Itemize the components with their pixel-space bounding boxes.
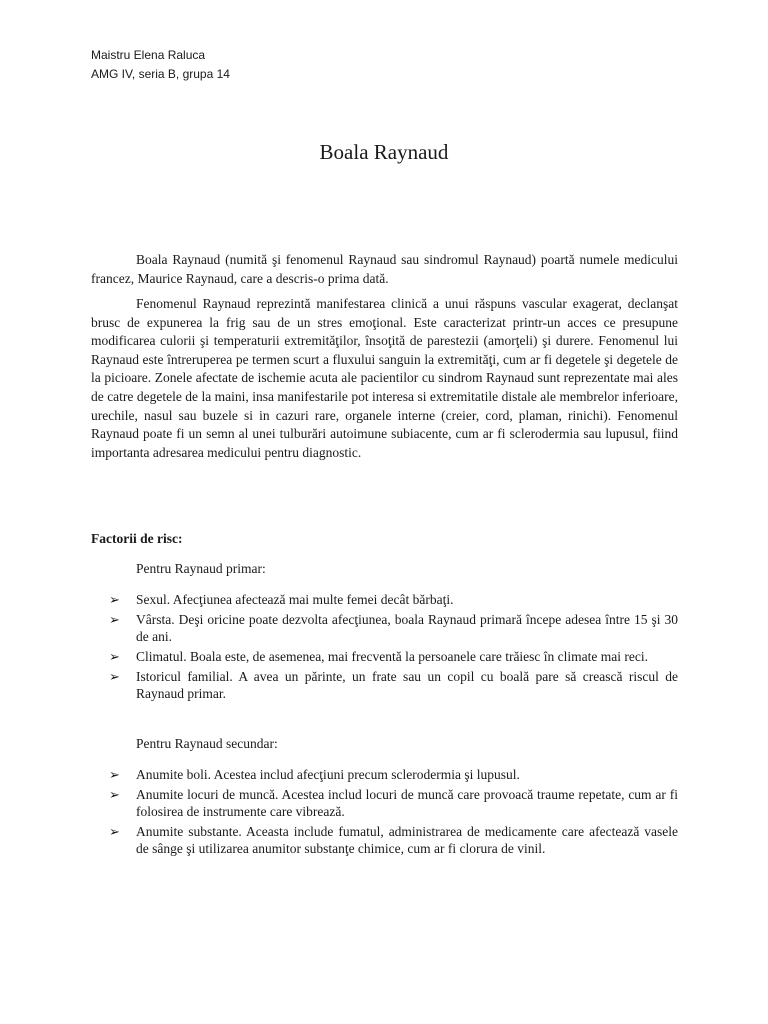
- list-item: [91, 766, 678, 783]
- list-item-text: Anumite substante. Aceasta include fumatul, administrarea de medicamente care afectează vasele de sânge şi utilizarea anumitor substanţe chimice, cum ar fi clorura de vinil.: [136, 824, 678, 856]
- list-item-text: Climatul. Boala este, de asemenea, mai frecventă la persoanele care trăiesc în climate mai reci.: [136, 649, 648, 664]
- document-title: Boala Raynaud: [319, 140, 449, 164]
- arrow-bullet-icon: ➢: [109, 669, 120, 684]
- arrow-bullet-icon: ➢: [109, 787, 120, 802]
- arrow-bullet-icon: ➢: [109, 612, 120, 627]
- author-group: AMG IV, seria B, grupa 14: [91, 67, 230, 81]
- primary-risk-list: [91, 591, 678, 705]
- risk-factors-heading: Factorii de risc:: [91, 531, 183, 546]
- secondary-risk-list: [91, 766, 678, 860]
- list-item-text: Sexul. Afecţiunea afectează mai multe femei decât bărbaţi.: [136, 592, 454, 607]
- secondary-label: Pentru Raynaud secundar:: [136, 736, 278, 751]
- description-paragraph: [91, 295, 678, 462]
- list-item-text: Anumite locuri de muncă. Acestea includ locuri de muncă care provoacă traume repetate, cum ar fi folosirea de instrumente care vibrează.: [136, 787, 678, 819]
- list-item: [91, 668, 678, 702]
- intro-paragraph: [91, 251, 678, 288]
- list-item: [91, 823, 678, 857]
- author-block: [91, 46, 230, 84]
- paragraph-text: Boala Raynaud (numită şi fenomenul Raynaud sau sindromul Raynaud) poartă numele medicului francez, Maurice Raynaud, care a descris-o prima dată.: [91, 252, 678, 286]
- arrow-bullet-icon: ➢: [109, 824, 120, 839]
- list-item: [91, 648, 678, 665]
- arrow-bullet-icon: ➢: [109, 767, 120, 782]
- arrow-bullet-icon: ➢: [109, 592, 120, 607]
- list-item: [91, 611, 678, 645]
- paragraph-text: Fenomenul Raynaud reprezintă manifestarea clinică a unui răspuns vascular exagerat, declanşat brusc de expunerea la frig sau de un stres emoţional. Este caracterizat printr-un acces ce presupune modificarea culorii şi temperaturii extremităţilor, însoţită de parestezii (amorţeli) şi durere. Fenomenul lui Raynaud este întreruperea pe termen scurt a fluxului sanguin la extremităţi, cum ar fi degetele şi degetele de la picioare. Zonele afectate de ischemie acuta ale pacientilor cu sindrom Raynaud sunt reprezentate mai ales de catre degetele de la maini, insa manifestarile pot interesa si extremitatile distale ale membrelor inferioare, urechile, nasul sau buzele si in cazuri rare, organele interne (creier, cord, plaman, rinichi). Fenomenul Raynaud poate fi un semn al unei tulburări autoimune subiacente, cum ar fi sclerodermia sau lupusul, fiind importanta adresarea medicului pentru diagnostic.: [91, 296, 678, 460]
- list-item: [91, 786, 678, 820]
- list-item-text: Anumite boli. Acestea includ afecţiuni precum sclerodermia şi lupusul.: [136, 767, 520, 782]
- author-name: Maistru Elena Raluca: [91, 48, 206, 62]
- primary-label: Pentru Raynaud primar:: [136, 561, 266, 576]
- arrow-bullet-icon: ➢: [109, 649, 120, 664]
- list-item-text: Istoricul familial. A avea un părinte, un frate sau un copil cu boală pare să crească riscul de Raynaud primar.: [136, 669, 678, 701]
- list-item: [91, 591, 678, 608]
- list-item-text: Vârsta. Deşi oricine poate dezvolta afecţiunea, boala Raynaud primară începe adesea între 15 şi 30 de ani.: [136, 612, 678, 644]
